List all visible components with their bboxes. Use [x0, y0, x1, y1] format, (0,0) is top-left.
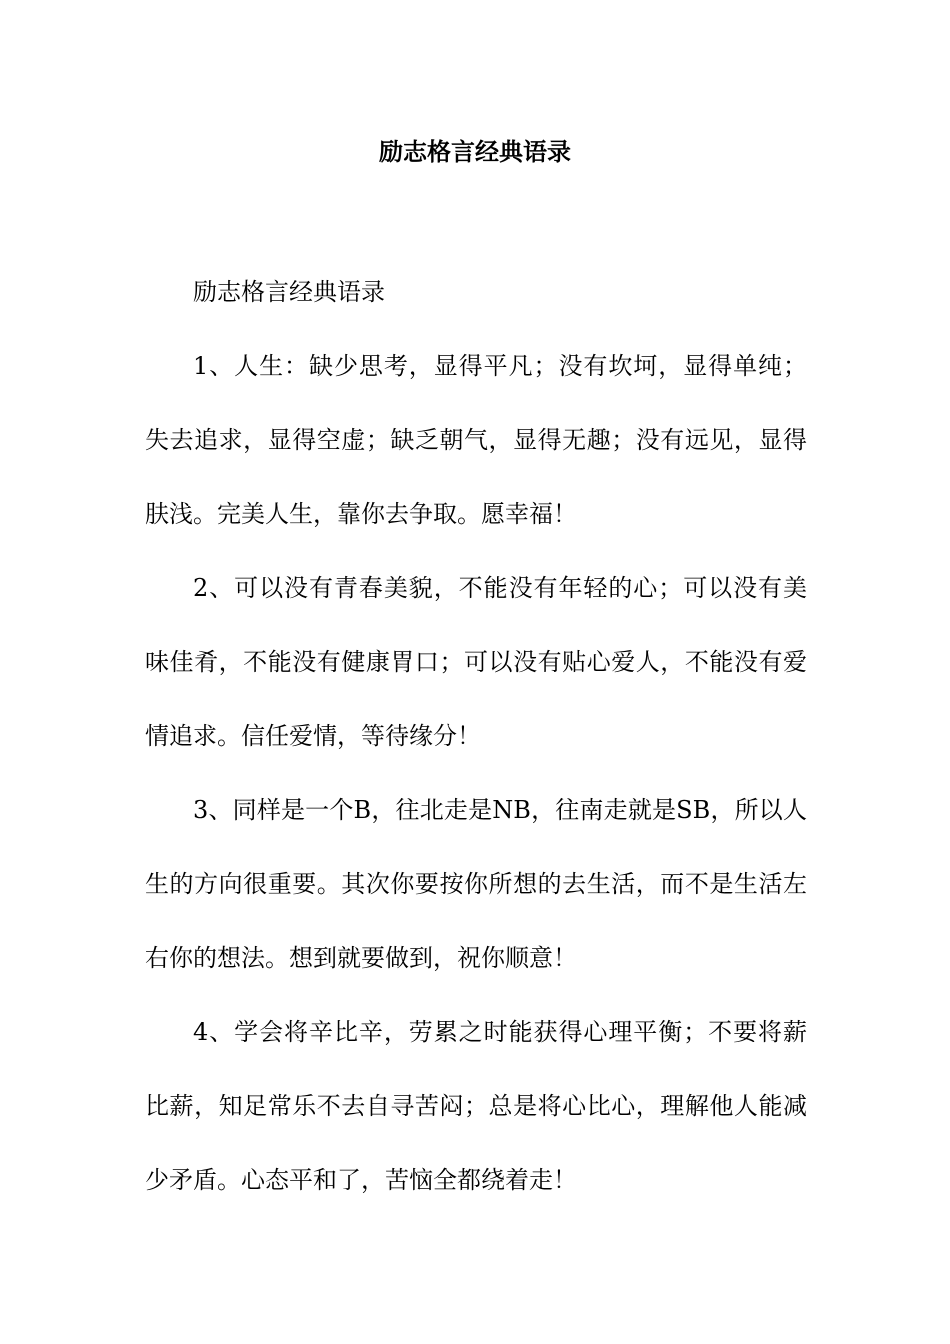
document-body	[145, 255, 807, 1217]
quote-paragraph-1: 1、人生：缺少思考，显得平凡；没有坎坷，显得单纯；失去追求，显得空虚；缺乏朝气，显得无趣；没有远见，显得肤浅。完美人生，靠你去争取。愿幸福！	[145, 352, 807, 528]
quote-paragraph-2: 2、可以没有青春美貌，不能没有年轻的心；可以没有美味佳肴，不能没有健康胃口；可以没有贴心爱人，不能没有爱情追求。信任爱情，等待缘分！	[145, 574, 807, 750]
quote-paragraph-3: 3、同样是一个B，往北走是NB，往南走就是SB，所以人生的方向很重要。其次你要按你所想的去生活，而不是生活左右你的想法。想到就要做到，祝你顺意！	[145, 796, 807, 972]
document-title: 励志格言经典语录	[379, 137, 571, 166]
quote-paragraph-4: 4、学会将辛比辛，劳累之时能获得心理平衡；不要将薪比薪，知足常乐不去自寻苦闷；总是将心比心，理解他人能减少矛盾。心态平和了，苦恼全都绕着走！	[145, 1018, 807, 1194]
subtitle-paragraph: 励志格言经典语录	[193, 278, 385, 306]
